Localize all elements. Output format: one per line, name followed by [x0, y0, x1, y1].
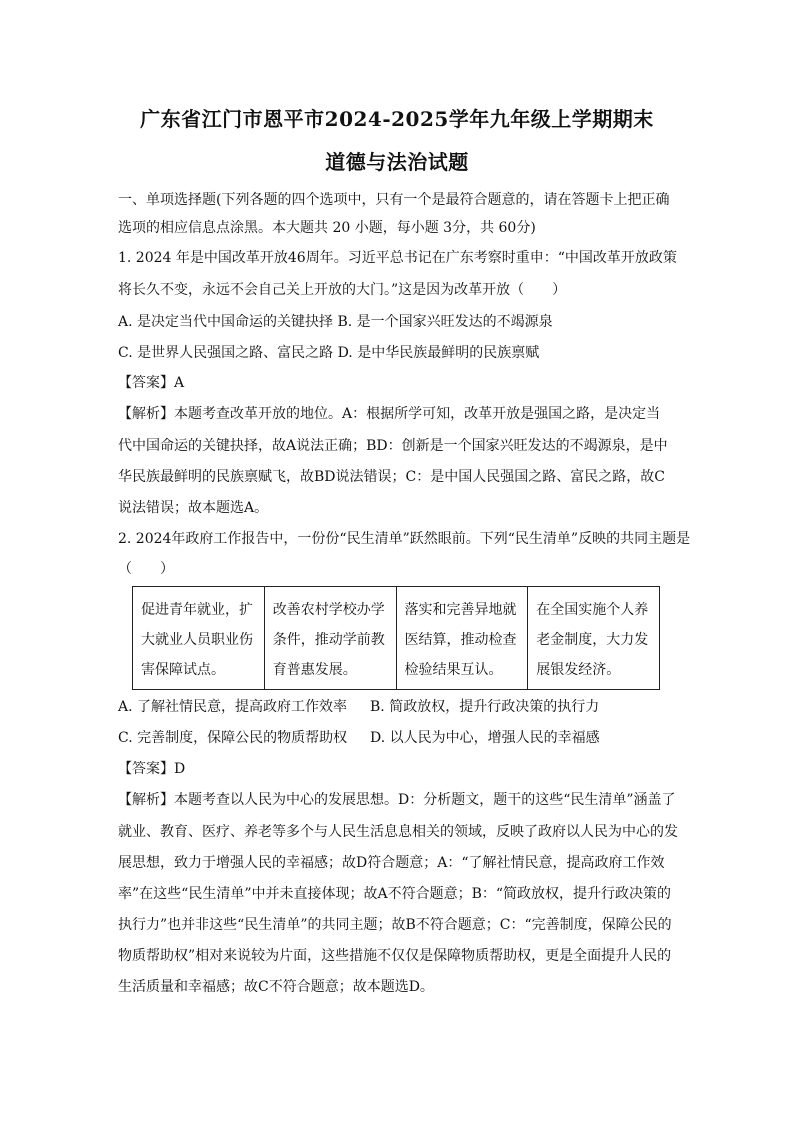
document-subtitle: 道德与法治试题 [325, 150, 469, 174]
q2-analysis-line-7: 生活质量和幸福感；故C不符合题意；故本题选D。 [118, 979, 434, 995]
q1-options-cd: C. 是世界人民强国之路、富民之路 D. 是中华民族最鲜明的民族禀赋 [118, 345, 540, 361]
q2-analysis-line-6: 物质帮助权”相对来说较为片面，这些措施不仅仅是保障物质帮助权，更是全面提升人民的 [118, 948, 672, 964]
table-cell [133, 587, 265, 690]
table-row [133, 587, 660, 690]
cell-text-line: 检验结果互认。 [404, 662, 503, 678]
table-cell [528, 587, 660, 690]
q1-stem-line-2: 将长久不变，永远不会自己关上开放的大门。”这是因为改革开放（ ） [118, 282, 567, 298]
q2-analysis-line-4: 率”在这些“民生清单”中并未直接体现；故A不符合题意；B：“简政放权，提升行政决策的 [118, 886, 672, 902]
section-instruction-line-1: 一、单项选择题(下列各题的四个选项中，只有一个是最符合题意的，请在答题卡上把正确 [118, 192, 670, 208]
cell-text-line: 促进青年就业，扩 [141, 602, 253, 618]
q1-analysis-line-3: 华民族最鲜明的民族禀赋飞，故BD说法错误；C：是中国人民强国之路、富民之路，故C [118, 469, 665, 485]
q2-analysis-line-5: 执行力”也并非这些“民生清单”的共同主题；故B不符合题意；C：“完善制度，保障公民的 [118, 917, 672, 933]
cell-text-line: 落实和完善异地就 [404, 602, 517, 618]
document-title: 广东省江门市恩平市2024-2025学年九年级上学期期末 [140, 107, 654, 131]
cell-text-line: 育普惠发展。 [272, 662, 357, 678]
cell-text-line: 改善农村学校办学 [272, 602, 385, 618]
q2-stem-line-1: 2. 2024年政府工作报告中，一份份“民生清单”跃然眼前。下列“民生清单”反映的共同主题是 [118, 531, 691, 547]
table-cell [396, 587, 528, 690]
table-cell [264, 587, 396, 690]
cell-text-line: 大就业人员职业伤 [141, 632, 253, 648]
q1-options-ab: A. 是决定当代中国命运的关键抉择 B. 是一个国家兴旺发达的不竭源泉 [118, 314, 553, 330]
q2-answer: 【答案】D [118, 761, 186, 777]
q2-option-d: D. 以人民为中心，增强人民的幸福感 [370, 730, 600, 746]
cell-text-line: 条件，推动学前教 [272, 632, 385, 648]
q2-analysis-line-2: 就业、教育、医疗、养老等多个与人民生活息息相关的领域，反映了政府以人民为中心的发 [118, 824, 678, 840]
q2-option-a: A. 了解社情民意，提高政府工作效率 [118, 699, 348, 715]
q1-analysis-line-2: 代中国命运的关键抉择，故A说法正确；BD：创新是一个国家兴旺发达的不竭源泉，是中 [118, 438, 668, 454]
q1-analysis-line-4: 说法错误；故本题选A。 [118, 500, 269, 516]
q2-option-b: B. 简政放权，提升行政决策的执行力 [370, 699, 600, 715]
q2-analysis-line-1: 【解析】本题考查以人民为中心的发展思想。D：分析题文，题干的这些“民生清单”涵盖了 [118, 792, 676, 808]
q1-answer: 【答案】A [118, 375, 185, 391]
q2-livelihood-table [132, 586, 660, 690]
cell-text-line: 医结算，推动检查 [404, 632, 517, 648]
q2-stem-line-2: （ ） [118, 561, 174, 577]
q2-option-c: C. 完善制度，保障公民的物质帮助权 [118, 730, 348, 746]
cell-text-line: 在全国实施个人养 [536, 602, 649, 618]
cell-text-line: 老金制度，大力发 [536, 632, 649, 648]
section-instruction-line-2: 选项的相应信息点涂黑。本大题共 20 小题，每小题 3分，共 60分) [118, 220, 536, 236]
q2-analysis-line-3: 展思想，致力于增强人民的幸福感；故D符合题意；A：“了解社情民意，提高政府工作效 [118, 855, 665, 871]
cell-text-line: 展银发经济。 [536, 662, 621, 678]
q1-analysis-line-1: 【解析】本题考查改革开放的地位。A：根据所学可知，改革开放是强国之路，是决定当 [118, 406, 661, 422]
cell-text-line: 害保障试点。 [141, 662, 225, 678]
q1-stem-line-1: 1. 2024 年是中国改革开放46周年。习近平总书记在广东考察时重申：“中国改革开放政策 [118, 250, 677, 266]
